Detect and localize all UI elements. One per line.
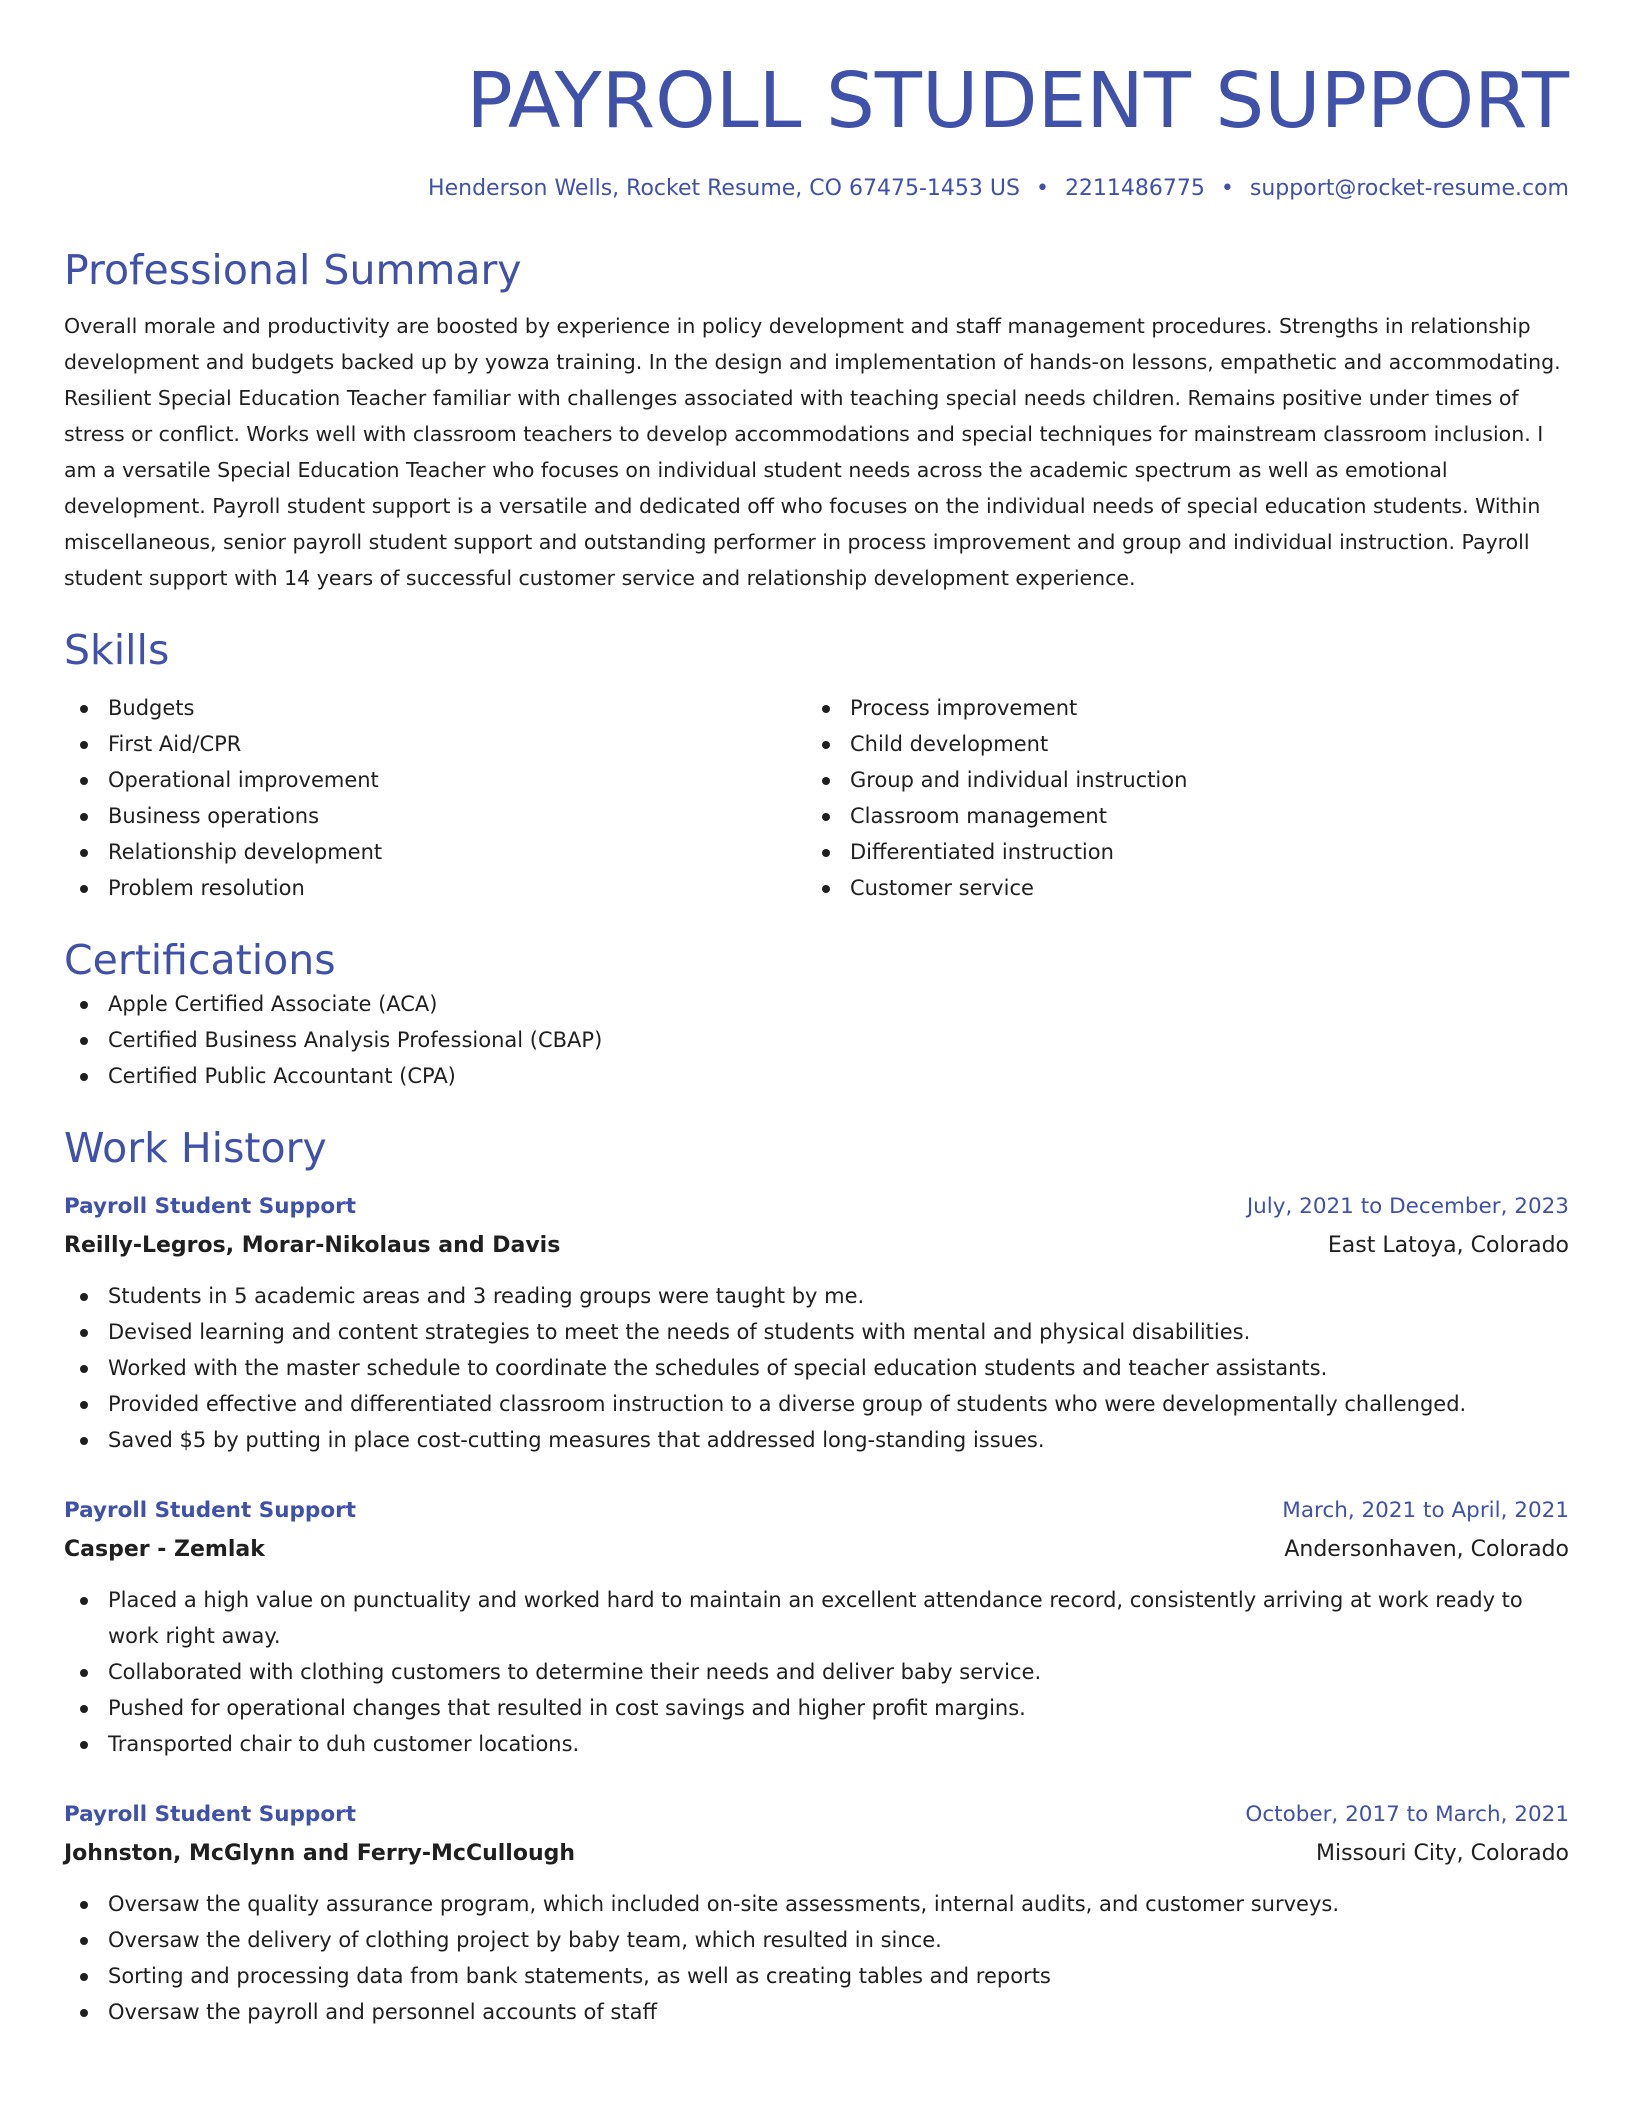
skill-item: Business operations (64, 798, 806, 834)
skill-item: Budgets (64, 690, 806, 726)
job-bullet: Collaborated with clothing customers to determine their needs and deliver baby service. (64, 1654, 1569, 1690)
certifications-heading: Certifications (64, 936, 336, 984)
contact-line (64, 174, 1569, 204)
job-header-row (64, 1796, 1569, 1834)
job-title: Payroll Student Support (64, 1802, 356, 1827)
job-bullet: Oversaw the payroll and personnel accounts of staff (64, 1994, 1569, 2030)
job-location: Andersonhaven, Colorado (1284, 1537, 1569, 1562)
job-bullets (64, 1886, 1569, 2030)
skills-columns (64, 690, 1569, 906)
job-title: Payroll Student Support (64, 1194, 356, 1219)
summary-heading: Professional Summary (64, 246, 522, 294)
job-bullet: Provided effective and differentiated classroom instruction to a diverse group of students who were developmentally challenged. (64, 1386, 1569, 1422)
job-bullet: Worked with the master schedule to coordinate the schedules of special education students and teacher assistants. (64, 1350, 1569, 1386)
job-title: Payroll Student Support (64, 1498, 356, 1523)
job-bullets (64, 1278, 1569, 1458)
skill-item: Group and individual instruction (806, 762, 1548, 798)
skill-item: First Aid/CPR (64, 726, 806, 762)
job-bullet: Pushed for operational changes that resulted in cost savings and higher profit margins. (64, 1690, 1569, 1726)
job-company-row (64, 1530, 1569, 1570)
contact-separator: • (1220, 176, 1234, 201)
skill-item: Relationship development (64, 834, 806, 870)
job-entry (64, 1492, 1569, 1762)
contact-phone: 2211486775 (1064, 176, 1205, 201)
skill-item: Process improvement (806, 690, 1548, 726)
job-bullet: Saved $5 by putting in place cost-cutting measures that addressed long-standing issues. (64, 1422, 1569, 1458)
job-bullet: Oversaw the quality assurance program, which included on-site assessments, internal audits, and customer surveys. (64, 1886, 1569, 1922)
job-dates: October, 2017 to March, 2021 (1245, 1802, 1569, 1827)
certification-item: Certified Public Accountant (CPA) (64, 1058, 1569, 1094)
skill-item: Operational improvement (64, 762, 806, 798)
job-company: Johnston, McGlynn and Ferry-McCullough (64, 1841, 576, 1866)
skills-heading: Skills (64, 626, 170, 674)
job-company-row (64, 1226, 1569, 1266)
job-company-row (64, 1834, 1569, 1874)
contact-email[interactable]: support@rocket-resume.com (1249, 176, 1569, 201)
job-company: Reilly-Legros, Morar-Nikolaus and Davis (64, 1233, 561, 1258)
job-bullet: Oversaw the delivery of clothing project by baby team, which resulted in since. (64, 1922, 1569, 1958)
job-location: East Latoya, Colorado (1327, 1233, 1569, 1258)
summary-text: Overall morale and productivity are boosted by experience in policy development and staff management procedures. Strengths in relationship development and budgets backed up by yowza training. In the design and implementation of hands-on lessons, empathetic and accommodating. Resilient Special Education Teacher familiar with challenges associated with teaching special needs children. Remains positive under times of stress or conflict. Works well with classroom teachers to develop accommodations and special techniques for mainstream classroom inclusion. I am a versatile Special Education Teacher who focuses on individual student needs across the academic spectrum as well as emotional development. Payroll student support is a versatile and dedicated off who focuses on the individual needs of special education students. Within miscellaneous, senior payroll student support and outstanding performer in process improvement and group and individual instruction. Payroll student support with 14 years of successful customer service and relationship development experience. (64, 314, 1561, 590)
job-company: Casper - Zemlak (64, 1537, 265, 1562)
job-dates: July, 2021 to December, 2023 (1246, 1194, 1569, 1219)
skill-item: Classroom management (806, 798, 1548, 834)
skills-list-left (64, 690, 806, 906)
job-bullet: Students in 5 academic areas and 3 reading groups were taught by me. (64, 1278, 1569, 1314)
work-history-heading: Work History (64, 1124, 327, 1172)
job-dates: March, 2021 to April, 2021 (1282, 1498, 1569, 1523)
certifications-list (64, 986, 1569, 1094)
job-bullet: Transported chair to duh customer locations. (64, 1726, 1569, 1762)
skills-list-right (806, 690, 1548, 906)
contact-address: Henderson Wells, Rocket Resume, CO 67475-1453 US (428, 176, 1020, 201)
job-header-row (64, 1492, 1569, 1530)
skill-item: Child development (806, 726, 1548, 762)
job-entry (64, 1188, 1569, 1458)
job-bullets (64, 1582, 1569, 1762)
skill-item: Problem resolution (64, 870, 806, 906)
job-entry (64, 1796, 1569, 2030)
skill-item: Differentiated instruction (806, 834, 1548, 870)
job-bullet: Sorting and processing data from bank statements, as well as creating tables and reports (64, 1958, 1569, 1994)
job-bullet: Devised learning and content strategies to meet the needs of students with mental and physical disabilities. (64, 1314, 1569, 1350)
job-bullet: Placed a high value on punctuality and worked hard to maintain an excellent attendance record, consistently arriving at work ready to work right away. (64, 1582, 1569, 1654)
certification-item: Certified Business Analysis Professional (CBAP) (64, 1022, 1569, 1058)
resume-title: PAYROLL STUDENT SUPPORT (466, 57, 1569, 146)
job-location: Missouri City, Colorado (1315, 1841, 1569, 1866)
certification-item: Apple Certified Associate (ACA) (64, 986, 1569, 1022)
job-header-row (64, 1188, 1569, 1226)
skill-item: Customer service (806, 870, 1548, 906)
contact-separator: • (1035, 176, 1049, 201)
